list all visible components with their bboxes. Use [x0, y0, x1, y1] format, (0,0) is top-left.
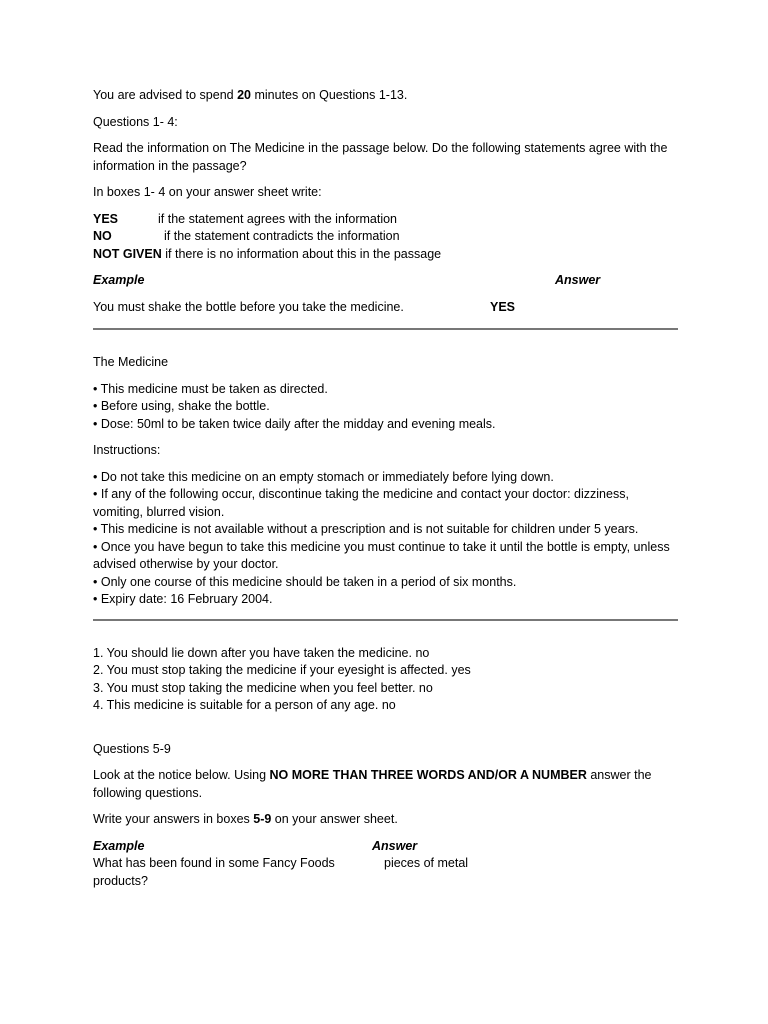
option-term: NO	[93, 229, 112, 243]
example-answer: pieces of metal	[384, 856, 469, 870]
example-question-cont: products?	[93, 873, 148, 888]
example-question: What has been found in some Fancy Foods	[93, 856, 335, 870]
instruction-item: • If any of the following occur, discontinue taking the medicine and contact your doctor: dizziness, vomiting, blurred vision.	[93, 487, 629, 519]
option-term: NOT GIVEN	[93, 246, 162, 261]
instruction-item: • Expiry date: 16 February 2004.	[93, 592, 273, 606]
example-answer: YES	[490, 299, 516, 314]
instruction-text-end: answer the following questions.	[93, 768, 652, 800]
q5-9-boxes	[93, 811, 678, 829]
q1-4-heading: Questions 1- 4:	[93, 114, 178, 129]
q1-4-instruction: Read the information on The Medicine in the passage below. Do the following statements agree with the information in the passage?	[93, 141, 668, 173]
boxes-text-end: on your answer sheet.	[271, 812, 398, 826]
option-desc: if the statement agrees with the information	[158, 211, 398, 226]
boxes-text: Write your answers in boxes	[93, 812, 254, 826]
instruction-bold: NO MORE THAN THREE WORDS AND/OR A NUMBER	[269, 768, 587, 782]
boxes-range: 5-9	[253, 812, 272, 826]
answer-label: Answer	[555, 273, 601, 287]
time-advice	[93, 87, 678, 105]
answer-label: Answer	[372, 838, 418, 853]
option-desc: if the statement contradicts the information	[164, 229, 400, 243]
answer-line: 4. This medicine is suitable for a person of any age. no	[93, 698, 396, 712]
option-term: YES	[93, 211, 119, 226]
instruction-item: • Only one course of this medicine should be taken in a period of six months.	[93, 574, 517, 589]
medicine-bullet: • Dose: 50ml to be taken twice daily after the midday and evening meals.	[93, 416, 496, 431]
advice-minutes: 20	[237, 88, 251, 102]
example2-row	[93, 855, 678, 873]
example-header	[93, 272, 678, 290]
advice-text: You are advised to spend	[93, 88, 238, 102]
instructions-heading: Instructions:	[93, 443, 161, 457]
document-page	[93, 87, 678, 890]
q5-9-instruction	[93, 767, 678, 802]
option-yes	[93, 211, 678, 229]
option-not-given	[93, 246, 678, 264]
medicine-title: The Medicine	[93, 355, 169, 369]
example-label: Example	[93, 838, 145, 853]
example-label: Example	[93, 273, 145, 287]
medicine-bullet: • Before using, shake the bottle.	[93, 399, 270, 413]
instruction-item: • Do not take this medicine on an empty stomach or immediately before lying down.	[93, 469, 554, 484]
example-text: You must shake the bottle before you take the medicine.	[93, 299, 404, 314]
q1-4-boxes: In boxes 1- 4 on your answer sheet write:	[93, 185, 322, 199]
example2-header	[93, 838, 678, 856]
answer-line: 3. You must stop taking the medicine when you feel better. no	[93, 680, 433, 695]
q5-9-heading: Questions 5-9	[93, 741, 171, 756]
option-no	[93, 228, 678, 246]
answer-line: 1. You should lie down after you have taken the medicine. no	[93, 645, 430, 660]
medicine-bullet: • This medicine must be taken as directed.	[93, 381, 328, 396]
answer-options	[93, 211, 678, 264]
advice-text-end: minutes on Questions 1-13.	[251, 88, 408, 102]
instruction-item: • Once you have begun to take this medicine you must continue to take it until the bottle is empty, unless advised otherwise by your doctor.	[93, 539, 670, 571]
example-row	[93, 299, 678, 317]
answer-line: 2. You must stop taking the medicine if your eyesight is affected. yes	[93, 663, 471, 677]
instruction-text: Look at the notice below. Using	[93, 768, 270, 782]
option-desc: if there is no information about this in the passage	[165, 246, 442, 261]
instruction-item: • This medicine is not available without a prescription and is not suitable for children under 5 years.	[93, 522, 639, 536]
